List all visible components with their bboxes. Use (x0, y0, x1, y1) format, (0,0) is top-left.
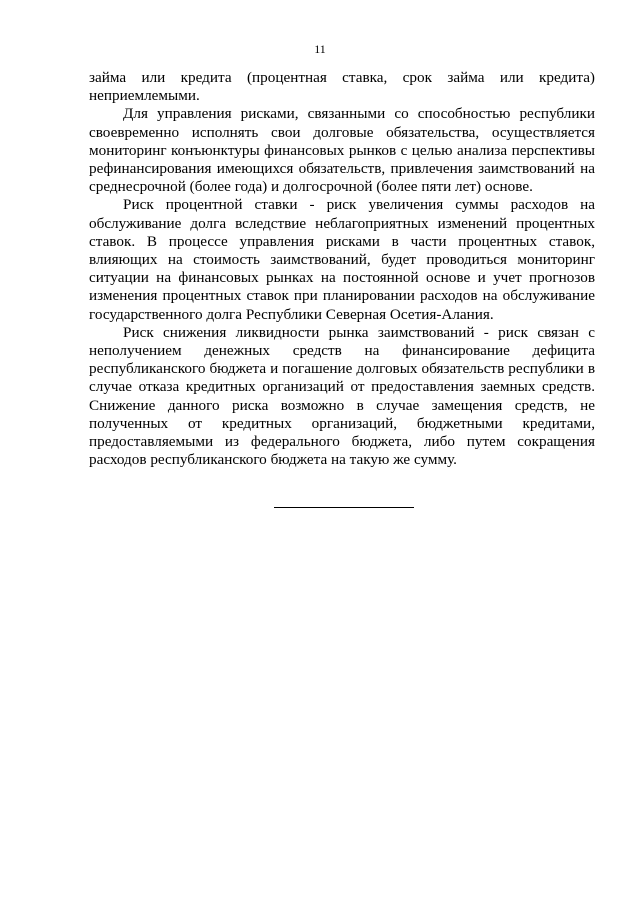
document-body (89, 69, 595, 469)
paragraph-interest-rate-risk: Риск процентной ставки - риск увеличения суммы расходов на обслуживание долга вследствие неблагоприятных изменений процентных ставок. В процессе управления рисками в части процентных ставок, влияющих на стоимость заимствований, будет проводиться мониторинг ситуации на финансовых рынках на постоянной основе и учет прогнозов изменения процентных ставок при планировании расходов на обслуживание государственного долга Республики Северная Осетия-Алания. (89, 196, 595, 323)
paragraph-liquidity-risk: Риск снижения ликвидности рынка заимствований - риск связан с неполучением денежных средств на финансирование дефицита республиканского бюджета и погашение долговых обязательств республики в случае отказа кредитных организаций от предоставления заемных средств. Снижение данного риска возможно в случае замещения средств, не полученных от кредитных организаций, бюджетными кредитами, предоставляемыми из федерального бюджета, либо путем сокращения расходов республиканского бюджета на такую же сумму. (89, 323, 595, 469)
page-number: 11 (314, 42, 326, 56)
paragraph-risk-management: Для управления рисками, связанными со способностью республики своевременно исполнять свои долговые обязательства, осуществляется мониторинг конъюнктуры финансовых рынков с целью анализа перспективы рефинансирования имеющихся обязательств, привлечения заимствований на среднесрочной (более года) и долгосрочной (более пяти лет) основе. (89, 105, 595, 196)
paragraph-continuation: займа или кредита (процентная ставка, срок займа или кредита) неприемлемыми. (89, 69, 595, 105)
end-separator-line (274, 507, 414, 508)
